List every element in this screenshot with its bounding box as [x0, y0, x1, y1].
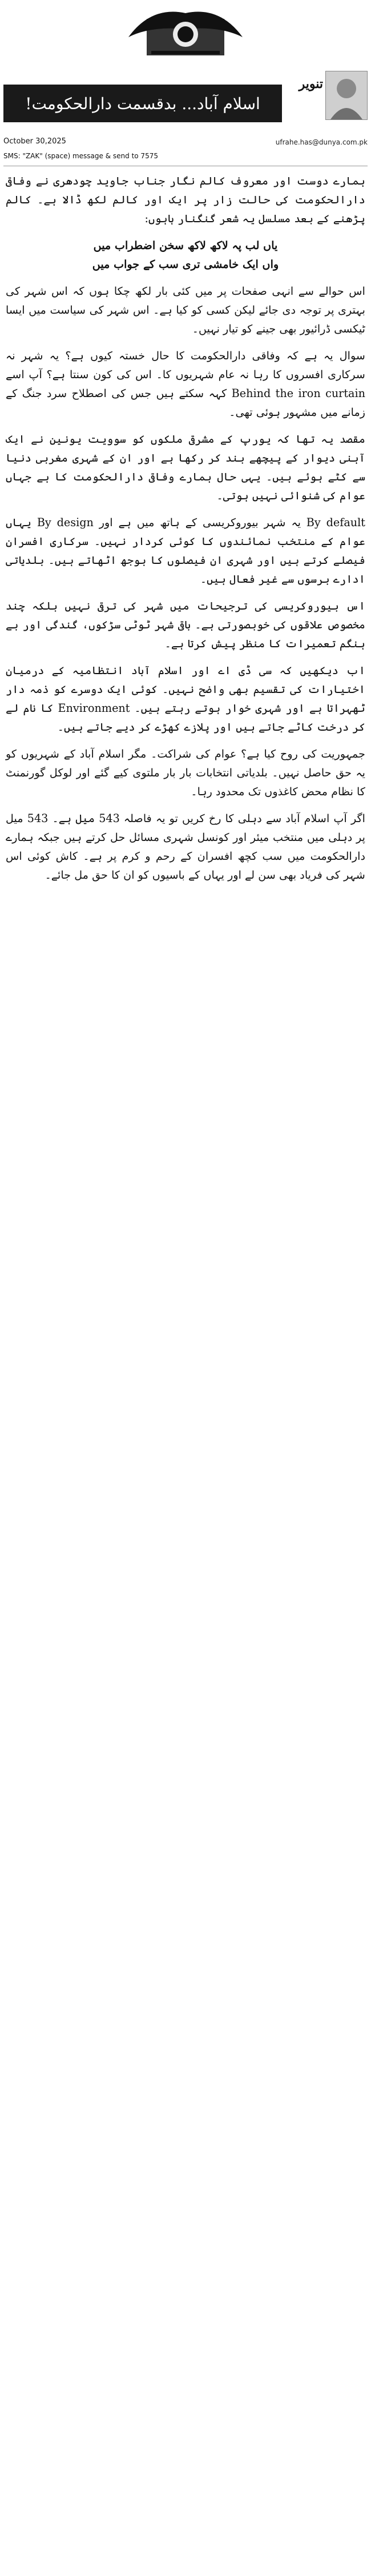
author-email[interactable]: ufrahe.has@dunya.com.pk	[275, 138, 368, 146]
article-paragraph: سوال یہ ہے کہ وفاقی دارالحکومت کا حال خستہ کیوں ہے؟ یہ شہر نہ سرکاری افسروں کا رہا نہ عام شہریوں کا۔ اس کی کون سنتا ہے؟ آپ اسے Behind the iron curtain کہہ سکتے ہیں جس کی اصطلاح سرد جنگ کے زمانے میں مشہور ہوئی تھی۔	[6, 349, 365, 419]
verse-block	[6, 236, 365, 274]
dunya-logo-icon	[117, 3, 254, 66]
author-card	[285, 69, 368, 136]
verse-line: واں ایک خامشی تری سب کے جواب میں	[92, 258, 279, 271]
masthead	[0, 0, 371, 69]
article-paragraph: ہمارے دوست اور معروف کالم نگار جناب جاوید چودھری نے وفاقی دارالحکومت کی حالت زار پر ایک اور کالم لکھ ڈالا ہے۔ کالم پڑھنے کے بعد مسلسل یہ شعر گنگنار ہاہوں:	[6, 174, 365, 225]
author-photo	[325, 71, 368, 120]
article-paragraph: مقصد یہ تھا کہ یورپ کے مشرقی ملکوں کو سوویت یونین نے ایک آہنی دیوار کے پیچھے بند کر رکھا ہے اور ان کے شہری مغربی دنیا سے کٹے ہوئے ہیں۔ یہی حال ہمارے وفاقی دارالحکومت کا ہے جہاں عوام کی شنوائی نہیں ہوتی۔	[6, 432, 365, 502]
article-paragraph: اب دیکھیں کہ سی ڈی اے اور اسلام آباد انتظامیہ کے درمیان اختیارات کی تقسیم بھی واضح نہیں۔ کوئی ایک دوسرے کو ذمہ دار ٹھہراتا ہے اور شہری خوار ہوتے رہتے ہیں۔ Environment کا نام لے کر درخت کاٹے جاتے ہیں اور پلازے کھڑے کر دیے جاتے ہیں۔	[6, 664, 365, 734]
author-portrait-icon	[326, 71, 367, 119]
verse-line: یاں لب پہ لاکھ لاکھ سخن اضطراب میں	[93, 239, 278, 252]
column-title-band	[3, 85, 282, 122]
newspaper-logo	[117, 3, 254, 66]
article-paragraph: اگر آپ اسلام آباد سے دہلی کا رخ کریں تو یہ فاصلہ 543 میل ہے۔ 543 میل پر دہلی میں منتخب میئر اور کونسل شہری مسائل حل کرتے ہیں جبکہ ہمارے دارالحکومت میں سب کچھ افسران کے رحم و کرم پر ہے۔ کاش کوئی اس شہر کی فریاد بھی سن لے اور یہاں کے باسیوں کو ان کا حق مل جائے۔	[6, 812, 365, 882]
article-paragraph: اس حوالے سے انہی صفحات پر میں کئی بار لکھ چکا ہوں کہ اس شہر کی بہتری پر توجہ دی جائے لیکن کسی کو کیا ہے۔ اس شہر کی سیاست میں ایسا ٹیکسی ڈرائیور بھی جینے کو تیار نہیں۔	[6, 285, 365, 335]
publish-date: October 30,2025	[3, 137, 66, 146]
column-header	[3, 69, 368, 171]
sms-instruction: SMS: "ZAK" (space) message & send to 7575	[3, 152, 158, 160]
article-paragraph: جمہوریت کی روح کیا ہے؟ عوام کی شراکت۔ مگر اسلام آباد کے شہریوں کو یہ حق حاصل نہیں۔ بلدیاتی انتخابات بار بار ملتوی کیے گئے اور لوکل گورنمنٹ کا نظام محض کاغذوں تک محدود رہا۔	[6, 747, 365, 798]
article-paragraph: اس بیوروکریسی کی ترجیحات میں شہر کی ترقی نہیں بلکہ چند مخصوص علاقوں کی خوبصورتی ہے۔ باقی شہر ٹوٹی سڑکوں، گندگی اور بے ہنگم تعمیرات کا منظر پیش کرتا ہے۔	[6, 599, 365, 650]
article-paragraph: By default یہ شہر بیوروکریسی کے ہاتھ میں ہے اور By design یہاں عوام کے منتخب نمائندوں کا کوئی کردار نہیں۔ سرکاری افسران فیصلے کرتے ہیں اور شہری ان فیصلوں کا بوجھ اٹھاتے ہیں۔ بلدیاتی ادارے برسوں سے غیر فعال ہیں۔	[6, 516, 365, 586]
author-name: تنویر	[299, 77, 323, 91]
article-body	[6, 171, 365, 884]
column-title: اسلام آباد... بدقسمت دارالحکومت!	[25, 94, 260, 113]
